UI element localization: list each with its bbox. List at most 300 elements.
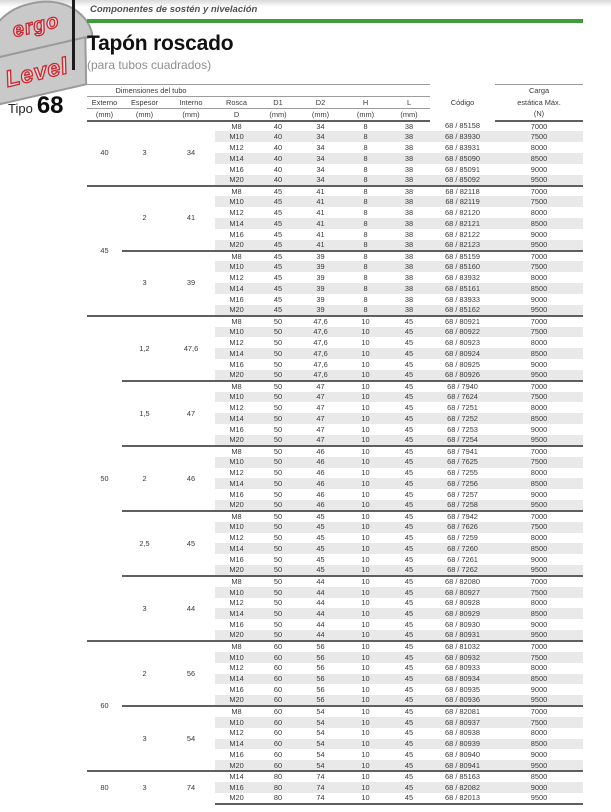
cell-carga: 7000 [495,706,583,717]
cell-codigo: 68 / 7625 [430,457,495,468]
cell-l: 45 [404,424,414,434]
cell-rosca: M20 [215,435,258,446]
cell-espesor: 1,2 [122,316,167,381]
cell-codigo: 68 / 80937 [430,717,495,728]
cell-l: 45 [404,533,414,543]
type-number: 68 [36,92,64,119]
cell-d2: 47 [298,392,343,403]
cell-carga: 7500 [495,652,583,663]
cell-d2: 34 [298,175,343,186]
cell-l: 38 [388,305,430,316]
cell-rosca: M20 [215,695,258,706]
cell-l: 45 [388,511,430,522]
col-unit-interno: (mm) [167,109,215,121]
cell-carga: 9000 [530,359,548,369]
cell-l: 45 [388,381,430,392]
col-unit-rosca: D [215,109,258,121]
col-header-carga-line1: Carga [495,85,583,97]
cell-codigo: 68 / 85161 [430,283,495,294]
cell-rosca: M10 [215,652,258,663]
cell-rosca: M10 [215,717,258,728]
cell-d2: 56 [316,685,325,695]
cell-d2: 45 [298,522,343,533]
cell-d2: 47 [316,424,325,434]
cell-carga: 9500 [495,760,583,771]
cell-externo: 50 [87,316,122,641]
cell-l: 45 [404,598,414,608]
cell-rosca: M8 [215,251,258,262]
cell-d1: 50 [273,359,283,369]
cell-rosca: M12 [229,273,244,283]
cell-carga: 7500 [495,131,583,142]
cell-d2: 47 [298,435,343,446]
cell-rosca: M14 [215,674,258,685]
cell-d2: 39 [316,273,325,283]
cell-carga: 8000 [530,403,548,413]
cell-d1: 60 [273,728,283,738]
cell-codigo: 68 / 85163 [430,771,495,782]
cell-d2: 41 [298,186,343,197]
cell-l: 45 [388,327,430,338]
cell-l: 45 [388,706,430,717]
cell-d2: 47 [298,413,343,424]
cell-carga: 8000 [530,533,548,543]
cell-h: 10 [343,695,388,706]
cell-l: 45 [388,695,430,706]
cell-rosca: M12 [229,663,244,673]
cell-rosca: M20 [215,565,258,576]
cell-carga: 9500 [495,175,583,186]
cell-codigo: 68 / 85159 [430,251,495,262]
cell-carga: 8500 [495,608,583,619]
cell-rosca: M16 [229,294,244,304]
cell-h: 8 [343,175,388,186]
cell-rosca: M14 [215,739,258,750]
cell-d2: 44 [316,598,325,608]
cell-l: 45 [404,750,414,760]
cell-d2: 47,6 [298,348,343,359]
cell-d1: 45 [258,261,298,272]
cell-d2: 46 [316,489,325,499]
cell-d2: 56 [298,652,343,663]
cell-carga: 8500 [495,739,583,750]
cell-rosca: M12 [229,468,244,478]
cell-carga: 8500 [495,674,583,685]
cell-h: 10 [343,630,388,641]
cell-l: 45 [388,435,430,446]
cell-l: 45 [388,392,430,403]
cell-h: 10 [343,478,388,489]
cell-h: 8 [343,251,388,262]
cell-d2: 54 [298,717,343,728]
cell-carga: 7500 [495,587,583,598]
cell-carga: 7000 [495,251,583,262]
cell-carga: 8500 [495,218,583,229]
cell-codigo: 68 / 82122 [445,229,480,239]
cell-codigo: 68 / 7259 [447,533,478,543]
table-row [87,706,583,717]
cell-espesor: 2,5 [122,511,167,576]
cell-d2: 47 [316,403,325,413]
cell-d2: 54 [298,739,343,750]
cell-d1: 60 [273,685,283,695]
cell-rosca: M12 [229,403,244,413]
cell-d2: 46 [298,500,343,511]
cell-codigo: 68 / 7260 [430,543,495,554]
cell-l: 38 [388,218,430,229]
cell-d1: 50 [273,338,283,348]
cell-codigo: 68 / 80929 [430,608,495,619]
cell-d2: 47,6 [313,359,328,369]
cell-codigo: 68 / 80938 [445,728,480,738]
cell-d1: 45 [273,207,283,217]
cell-d1: 50 [273,468,283,478]
cell-l: 45 [388,576,430,587]
cell-h: 10 [343,739,388,750]
cell-codigo: 68 / 80924 [430,348,495,359]
cell-carga: 8500 [495,348,583,359]
cell-l: 45 [388,608,430,619]
cell-l: 45 [388,500,430,511]
cell-carga: 7000 [495,381,583,392]
cell-d1: 50 [258,500,298,511]
cell-h: 8 [363,294,368,304]
cell-d1: 45 [258,196,298,207]
cell-carga: 8500 [495,771,583,782]
cell-l: 45 [388,630,430,641]
cell-rosca: M10 [215,522,258,533]
cell-h: 8 [343,240,388,251]
cell-rosca: M20 [215,760,258,771]
cell-codigo: 68 / 85160 [430,261,495,272]
cell-rosca: M20 [215,793,258,804]
cell-l: 38 [388,261,430,272]
cell-d1: 60 [258,652,298,663]
cell-carga: 9500 [495,500,583,511]
cell-carga: 9500 [495,630,583,641]
cell-rosca: M10 [215,196,258,207]
cell-d2: 34 [316,121,325,131]
table-row [87,576,583,587]
cell-d2: 41 [298,240,343,251]
cell-l: 45 [404,468,414,478]
col-header-externo: Externo [87,97,122,109]
cell-rosca: M20 [215,175,258,186]
cell-l: 45 [388,587,430,598]
cell-d2: 39 [298,283,343,294]
cell-rosca: M16 [229,489,244,499]
cell-codigo: 68 / 82118 [430,186,495,197]
cell-carga: 9000 [530,685,548,695]
cell-externo: 60 [87,641,122,771]
cell-codigo: 68 / 82120 [445,207,480,217]
cell-h: 10 [343,782,388,793]
cell-carga: 8000 [530,273,548,283]
cell-l: 38 [388,240,430,251]
cell-carga: 9500 [495,370,583,381]
cell-d1: 40 [258,175,298,186]
cell-l: 45 [388,674,430,685]
cell-d1: 40 [273,164,283,174]
cell-l: 45 [388,370,430,381]
cell-l: 45 [404,338,414,348]
cell-d2: 41 [316,207,325,217]
cell-espesor: 2 [122,186,167,251]
cell-carga: 9000 [530,489,548,499]
cell-d1: 50 [273,403,283,413]
cell-d2: 54 [316,728,325,738]
cell-h: 8 [343,218,388,229]
cell-l: 45 [388,522,430,533]
cell-h: 10 [343,652,388,663]
cell-interno: 45 [167,511,215,576]
col-header-rosca: Rosca [215,97,258,109]
table-row [87,121,583,132]
cell-codigo: 68 / 80930 [445,620,480,630]
cell-h: 10 [343,543,388,554]
cell-externo: 80 [87,771,122,804]
cell-d1: 50 [273,598,283,608]
cell-d2: 56 [298,695,343,706]
cell-rosca: M10 [215,327,258,338]
cell-d2: 41 [298,196,343,207]
cell-carga: 9500 [495,565,583,576]
cell-d2: 44 [298,576,343,587]
cell-h: 10 [343,327,388,338]
type-label: Tipo [8,101,33,116]
cell-d2: 46 [298,446,343,457]
cell-rosca: M16 [229,164,244,174]
cell-h: 10 [343,674,388,685]
cell-l: 45 [388,760,430,771]
cell-d2: 56 [316,663,325,673]
cell-h: 10 [361,338,370,348]
cell-rosca: M12 [229,598,244,608]
cell-l: 38 [388,196,430,207]
col-header-codigo: Código [450,97,475,107]
cell-rosca: M12 [229,338,244,348]
cell-espesor: 3 [122,706,167,771]
cell-interno: 39 [167,251,215,316]
cell-codigo: 68 / 80926 [430,370,495,381]
col-header-espesor: Espesor [122,97,167,109]
cell-codigo: 68 / 82082 [430,782,495,793]
cell-carga: 9500 [495,695,583,706]
cell-codigo: 68 / 7940 [430,381,495,392]
cell-rosca: M16 [215,782,258,793]
cell-carga: 7500 [495,522,583,533]
cell-rosca: M10 [215,131,258,142]
cell-l: 38 [404,121,414,131]
cell-codigo: 68 / 7261 [447,554,478,564]
cell-carga: 8000 [530,207,548,217]
cell-codigo: 68 / 82119 [430,196,495,207]
cell-d1: 50 [258,576,298,587]
cell-espesor: 1,5 [122,381,167,446]
cell-h: 10 [343,706,388,717]
cell-d2: 74 [298,771,343,782]
table-row [87,446,583,457]
cell-d1: 50 [258,435,298,446]
cell-d1: 50 [258,446,298,457]
cell-externo: 40 [100,148,109,158]
cell-rosca: M8 [215,706,258,717]
cell-d1: 45 [258,186,298,197]
col-unit-espesor: (mm) [122,109,167,121]
cell-l: 38 [404,273,414,283]
cell-h: 10 [361,533,370,543]
cell-d2: 44 [316,620,325,630]
cell-d1: 45 [273,273,283,283]
cell-carga: 9000 [495,782,583,793]
cell-interno: 34 [186,148,196,158]
cell-d2: 56 [298,674,343,685]
cell-h: 10 [361,620,370,630]
cell-h: 10 [343,457,388,468]
cell-carga: 9500 [495,435,583,446]
cell-d2: 47 [298,381,343,392]
cell-l: 38 [388,153,430,164]
cell-rosca: M10 [215,587,258,598]
cell-carga: 7000 [495,641,583,652]
cell-d1: 50 [258,381,298,392]
cell-rosca: M14 [215,771,258,782]
cell-codigo: 68 / 7252 [430,413,495,424]
cell-d2: 46 [298,478,343,489]
cell-h: 8 [343,261,388,272]
cell-carga: 8500 [495,478,583,489]
cell-d1: 45 [273,229,283,239]
cell-l: 45 [388,739,430,750]
cell-l: 45 [404,728,414,738]
cell-interno: 54 [167,706,215,771]
cell-rosca: M12 [229,207,244,217]
cell-d2: 44 [298,630,343,641]
cell-d2: 47,6 [298,370,343,381]
col-header-interno: Interno [167,97,215,109]
cell-d2: 34 [316,142,325,152]
cell-d1: 50 [273,620,283,630]
cell-codigo: 68 / 85162 [430,305,495,316]
cell-rosca: M14 [215,413,258,424]
cell-h: 8 [363,229,368,239]
cell-codigo: 68 / 7262 [430,565,495,576]
cell-h: 8 [363,164,368,174]
cell-codigo: 68 / 80933 [445,663,480,673]
cell-carga: 9500 [495,305,583,316]
cell-codigo: 68 / 80940 [445,750,480,760]
cell-codigo: 68 / 85090 [430,153,495,164]
cell-d1: 60 [258,706,298,717]
cell-d1: 50 [273,533,283,543]
cell-rosca: M12 [229,142,244,152]
cell-carga: 8500 [495,153,583,164]
cell-codigo: 68 / 7254 [430,435,495,446]
cell-d1: 50 [258,327,298,338]
cell-h: 10 [343,500,388,511]
cell-codigo: 68 / 80931 [430,630,495,641]
cell-carga: 8000 [530,338,548,348]
cell-d1: 60 [273,663,283,673]
cell-carga: 9500 [495,793,583,804]
cell-carga: 9000 [530,229,548,239]
cell-codigo: 68 / 80941 [430,760,495,771]
cell-d2: 54 [298,760,343,771]
cell-d2: 34 [298,131,343,142]
cell-d1: 80 [258,793,298,804]
col-unit-d2: (mm) [298,109,343,121]
col-header-carga-line3: (N) [495,109,583,121]
cell-codigo: 68 / 83930 [430,131,495,142]
cell-interno: 41 [167,186,215,251]
cell-rosca: M8 [215,511,258,522]
cell-rosca: M10 [215,261,258,272]
cell-codigo: 68 / 80934 [430,674,495,685]
cell-rosca: M16 [229,229,244,239]
cell-carga: 7500 [495,717,583,728]
cell-l: 45 [388,446,430,457]
cell-d1: 40 [273,142,283,152]
cell-carga: 8000 [530,728,548,738]
page-title: Tapón roscado [87,31,234,55]
col-header-h: H [343,97,388,109]
cell-codigo: 68 / 80925 [445,359,480,369]
cell-d2: 41 [298,218,343,229]
cell-externo: 45 [87,186,122,316]
cell-rosca: M10 [215,457,258,468]
cell-l: 45 [388,565,430,576]
cell-codigo: 68 / 80936 [430,695,495,706]
cell-d2: 39 [298,261,343,272]
catalog-table-body [87,121,583,804]
cell-l: 38 [404,207,414,217]
cell-codigo: 68 / 7251 [447,403,478,413]
table-header [87,85,583,121]
cell-rosca: M16 [229,359,244,369]
cell-d1: 60 [258,739,298,750]
cell-d2: 34 [316,164,325,174]
cell-rosca: M14 [215,543,258,554]
cell-d1: 60 [258,717,298,728]
cell-d2: 39 [298,251,343,262]
cell-rosca: M20 [215,630,258,641]
cell-codigo: 68 / 82080 [430,576,495,587]
cell-espesor: 3 [122,251,167,316]
cell-h: 10 [343,511,388,522]
cell-d1: 50 [258,587,298,598]
cell-codigo: 68 / 7257 [447,489,478,499]
section-eyebrow: Componentes de sostén y nivelación [90,4,258,15]
cell-codigo: 68 / 7253 [447,424,478,434]
cell-d2: 56 [298,641,343,652]
cell-rosca: M8 [215,316,258,327]
cell-l: 38 [388,131,430,142]
cell-h: 8 [363,273,368,283]
cell-d1: 45 [273,294,283,304]
cell-d1: 45 [258,305,298,316]
cell-h: 10 [361,468,370,478]
table-row [87,186,583,197]
type-label-block [8,92,64,120]
cell-h: 10 [343,760,388,771]
cell-interno: 74 [167,771,215,804]
cell-d2: 45 [298,511,343,522]
cell-l: 45 [404,620,414,630]
cell-d1: 50 [258,370,298,381]
cell-codigo: 68 / 83933 [445,294,480,304]
col-unit-h: (mm) [343,109,388,121]
cell-d2: 44 [298,587,343,598]
